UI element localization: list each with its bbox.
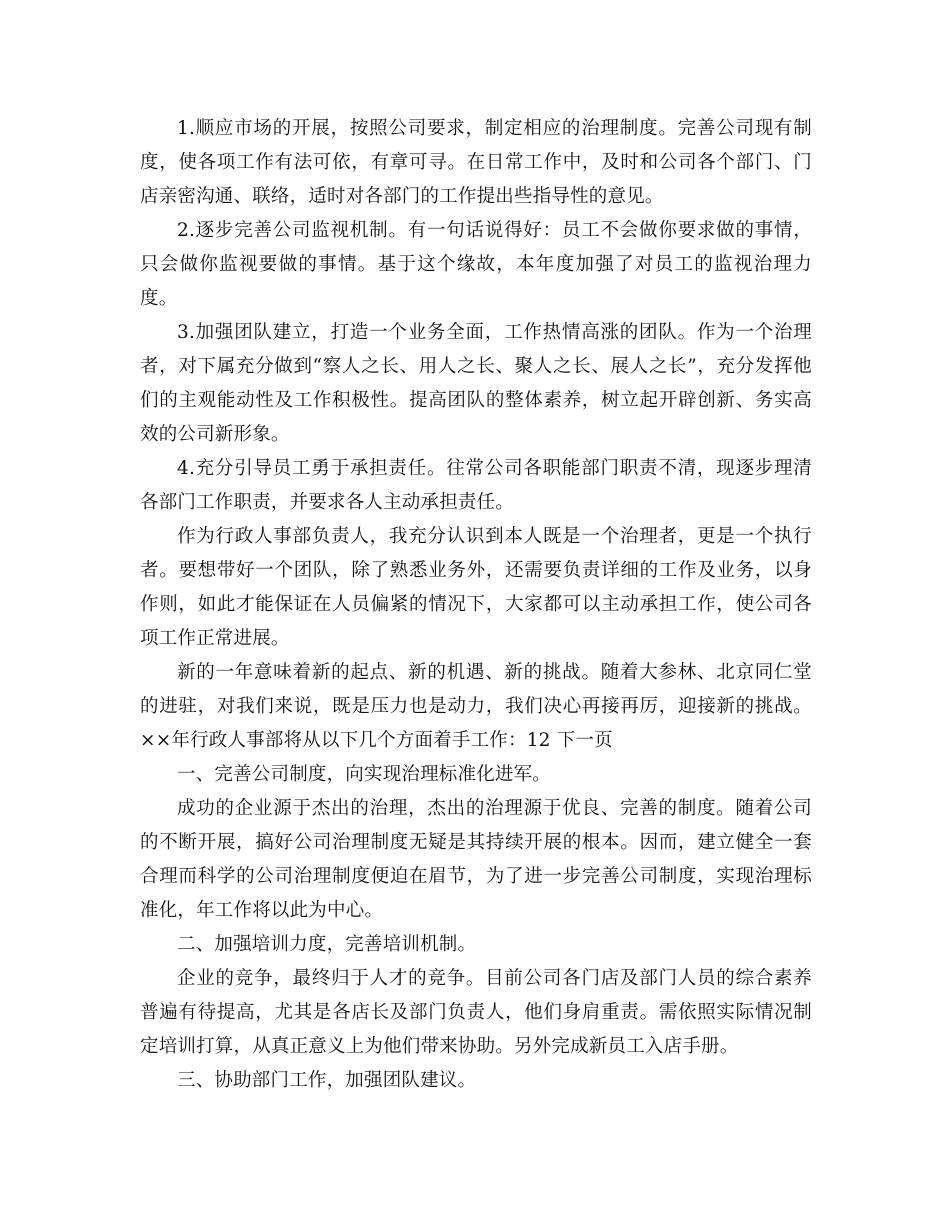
paragraph-1: 1.顺应市场的开展，按照公司要求，制定相应的治理制度。完善公司现有制度，使各项工作有法可依，有章可寻。在日常工作中，及时和公司各个部门、门店亲密沟通、联络，适时对各部门的工作提出些指导性的意见。 — [140, 118, 812, 207]
paragraph-5: 作为行政人事部负责人，我充分认识到本人既是一个治理者，更是一个执行者。要想带好一个团队，除了熟悉业务外，还需要负责详细的工作及业务，以身作则，如此才能保证在人员偏紧的情况下，大家都可以主动承担工作，使公司各项工作正常进展。 — [140, 526, 812, 649]
paragraph-8: 企业的竞争，最终归于人才的竞争。目前公司各门店及部门人员的综合素养普遍有待提高，尤其是各店长及部门负责人，他们身肩重责。需依照实际情况制定培训打算，从真正意义上为他们带来协助。另外完成新员工入店手册。 — [140, 968, 812, 1057]
paragraph-4: 4.充分引导员工勇于承担责任。往常公司各职能部门职责不清，现逐步理清各部门工作职责，并要求各人主动承担责任。 — [140, 458, 812, 513]
paragraph-7: 成功的企业源于杰出的治理，杰出的治理源于优良、完善的制度。随着公司的不断开展，搞好公司治理制度无疑是其持续开展的根本。因而，建立健全一套合理而科学的公司治理制度便迫在眉节，为了进一步完善公司制度，实现治理标准化，年工作将以此为中心。 — [140, 798, 812, 921]
section-heading-3: 三、协助部门工作，加强团队建议。 — [177, 1070, 477, 1091]
paragraph-3: 3.加强团队建立，打造一个业务全面，工作热情高涨的团队。作为一个治理者，对下属充分做到“察人之长、用人之长、聚人之长、展人之长”，充分发挥他们的主观能动性及工作积极性。提高团队的整体素养，树立起开辟创新、务实高效的公司新形象。 — [140, 322, 812, 445]
document-body — [140, 112, 812, 1098]
paragraph-6: 新的一年意味着新的起点、新的机遇、新的挑战。随着大参林、北京同仁堂的进驻，对我们来说，既是压力也是动力，我们决心再接再厉，迎接新的挑战。××年行政人事部将从以下几个方面着手工作：12 下一页 — [140, 662, 812, 751]
section-heading-1: 一、完善公司制度，向实现治理标准化进军。 — [177, 764, 552, 785]
section-heading-2: 二、加强培训力度，完善培训机制。 — [177, 934, 477, 955]
paragraph-2: 2.逐步完善公司监视机制。有一句话说得好：员工不会做你要求做的事情，只会做你监视要做的事情。基于这个缘故，本年度加强了对员工的监视治理力度。 — [140, 220, 812, 309]
